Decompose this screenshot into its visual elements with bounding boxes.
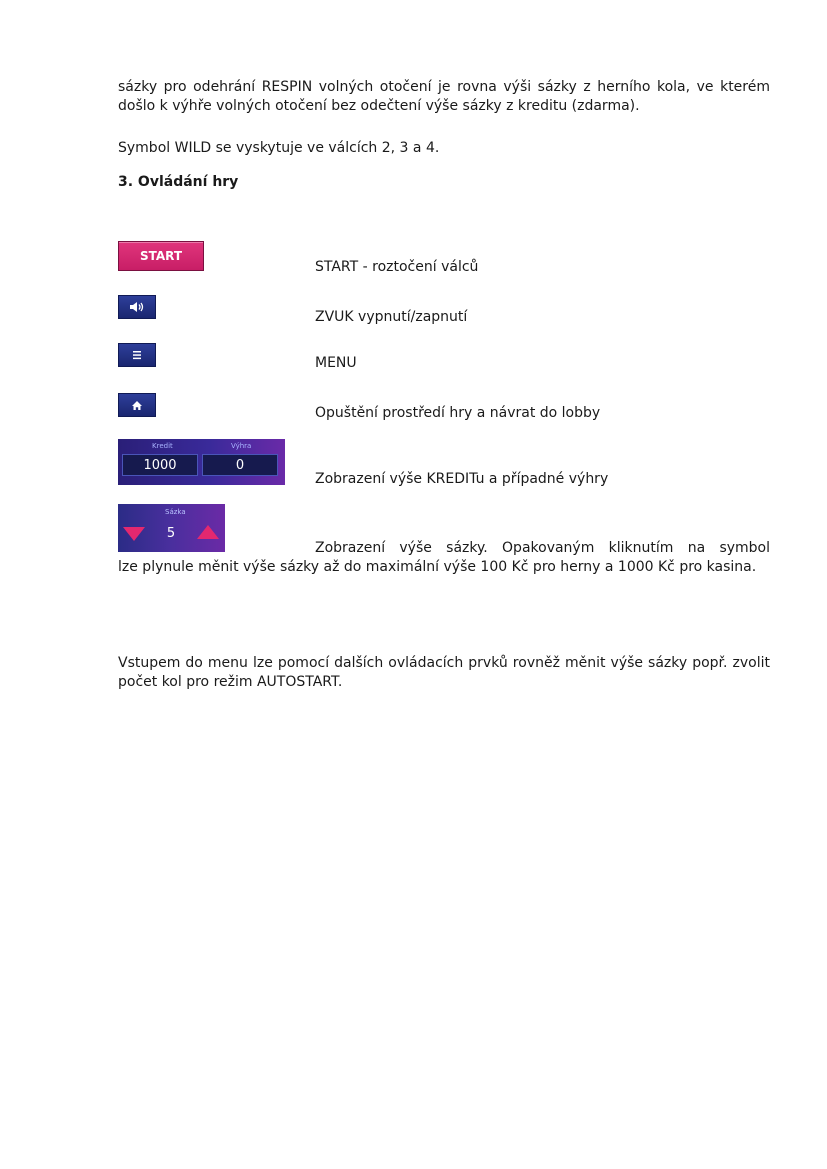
bet-decrease-arrow-icon[interactable]: [122, 526, 146, 542]
section-title: 3. Ovládání hry: [118, 174, 239, 190]
menu-description: MENU: [315, 355, 357, 371]
credit-label: Kredit: [152, 442, 173, 450]
home-description: Opuštění prostředí hry a návrat do lobby: [315, 405, 601, 421]
hamburger-menu-icon: [132, 350, 142, 360]
credit-win-panel: [118, 439, 285, 485]
menu-button[interactable]: [118, 343, 156, 367]
bet-increase-arrow-icon[interactable]: [196, 524, 220, 540]
wild-paragraph: Symbol WILD se vyskytuje ve válcích 2, 3 a 4.: [118, 140, 440, 156]
win-value: 0: [202, 454, 278, 476]
menu-paragraph: Vstupem do menu lze pomocí dalších ovládacích prvků rovněž měnit výše sázky popř. zvolit počet kol pro režim AUTOSTART.: [118, 655, 770, 690]
bet-description-first-line: Zobrazení výše sázky. Opakovaným kliknutím na symbol: [315, 540, 770, 556]
start-description: START - roztočení válců: [315, 259, 479, 275]
bet-label: Sázka: [165, 508, 186, 516]
win-label: Výhra: [231, 442, 252, 450]
bet-panel: [118, 504, 225, 552]
bet-description-rest: lze plynule měnit výše sázky až do maximální výše 100 Kč pro herny a 1000 Kč pro kasina.: [118, 559, 757, 575]
sound-description: ZVUK vypnutí/zapnutí: [315, 309, 468, 325]
credit-description: Zobrazení výše KREDITu a případné výhry: [315, 471, 609, 487]
intro-paragraph: sázky pro odehrání RESPIN volných otočení je rovna výši sázky z herního kola, ve kterém došlo k výhře volných otočení bez odečtení výše sázky z kreditu (zdarma).: [118, 79, 770, 114]
start-button[interactable]: START: [118, 241, 204, 271]
home-icon: [131, 400, 143, 411]
credit-value: 1000: [122, 454, 198, 476]
home-button[interactable]: [118, 393, 156, 417]
sound-button[interactable]: [118, 295, 156, 319]
speaker-icon: [129, 301, 145, 313]
bet-value: 5: [166, 526, 176, 541]
